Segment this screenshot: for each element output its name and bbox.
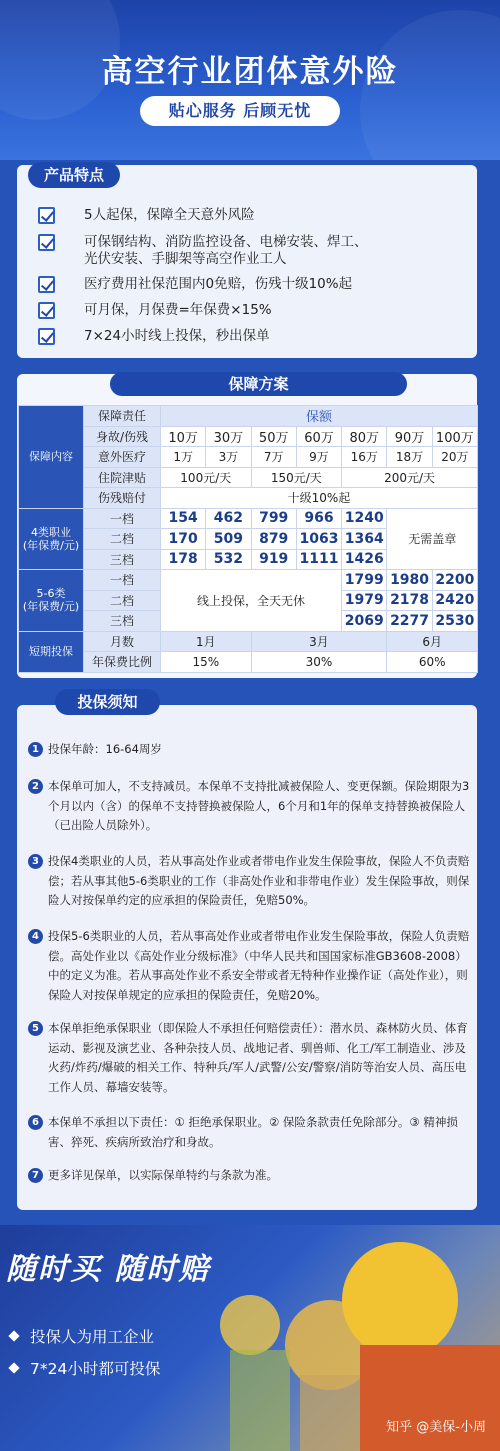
notice-item: 6 本保单不承担以下责任：① 拒绝承保职业。② 保险条款责任免除部分。③ 精神损害、猝死、疾病所致治疗和身故。 [28, 1113, 473, 1152]
slogan: 随时买 随时赔 [6, 1252, 211, 1287]
cell: 2277 [387, 611, 432, 632]
cell: 532 [206, 549, 251, 570]
row-label: 二档 [84, 529, 161, 550]
cell: 919 [251, 549, 296, 570]
cell: 30% [251, 652, 387, 673]
row-label: 伤残赔付 [84, 488, 161, 509]
checkbox-icon [38, 302, 55, 319]
row-label: 年保费比例 [84, 652, 161, 673]
cell: 60万 [296, 426, 341, 447]
cell: 2420 [432, 590, 477, 611]
cell: 1240 [342, 508, 387, 529]
group-label: 保障内容 [19, 406, 84, 509]
number-badge: 5 [28, 1021, 43, 1036]
cell: 100万 [432, 426, 477, 447]
cell: 1799 [342, 570, 387, 591]
cell: 60% [387, 652, 478, 673]
cell: 100元/天 [161, 467, 252, 488]
cell: 2178 [387, 590, 432, 611]
number-badge: 1 [28, 742, 43, 757]
cell: 154 [161, 508, 206, 529]
footer-bullet: 投保人为用工企业 [10, 1325, 154, 1347]
row-label: 身故/伤残 [84, 426, 161, 447]
page-title: 高空行业团体意外险 [101, 54, 399, 90]
row-label: 一档 [84, 508, 161, 529]
col-head: 保障责任 [84, 406, 161, 427]
cell: 90万 [387, 426, 432, 447]
features-heading: 产品特点 [28, 162, 120, 188]
cell: 15% [161, 652, 252, 673]
cell: 1980 [387, 570, 432, 591]
cell: 30万 [206, 426, 251, 447]
group-label: 短期投保 [19, 631, 84, 672]
number-badge: 4 [28, 929, 43, 944]
watermark: 知乎 @美保-小周 [386, 1420, 486, 1435]
cell: 1063 [296, 529, 341, 550]
plan-heading: 保障方案 [110, 372, 407, 396]
notice-item: 3 投保4类职业的人员，若从事高处作业或者带电作业发生保险事故，保险人不负责赔偿；若从事其他5-6类职业的工作（非高处作业和非带电作业）发生保险事故，则保险人对按保单约定的应承担的保险责任，免赔50%。 [28, 852, 473, 911]
cell: 178 [161, 549, 206, 570]
notice-item: 5 本保单拒绝承保职业（即保险人不承担任何赔偿责任）：潜水员、森林防火员、体育运动、影视及演艺业、各种杂技人员、战地记者、驯兽师、化工/军工制造业、涉及火药/炸药/爆破的相关工作、特种兵/军人/武警/公安/警察/消防等治安人员、高压电工作人员、幕墙安装等。 [28, 1019, 473, 1097]
cell: 9万 [296, 447, 341, 468]
cell: 十级10%起 [161, 488, 478, 509]
row-label: 意外医疗 [84, 447, 161, 468]
cell: 200元/天 [342, 467, 478, 488]
cell: 线上投保，全天无休 [161, 570, 342, 632]
cell: 50万 [251, 426, 296, 447]
cell: 879 [251, 529, 296, 550]
cell: 2530 [432, 611, 477, 632]
row-label: 二档 [84, 590, 161, 611]
cell: 170 [161, 529, 206, 550]
cell: 无需盖章 [387, 508, 478, 570]
row-label: 住院津贴 [84, 467, 161, 488]
checkbox-icon [38, 276, 55, 293]
row-label: 三档 [84, 611, 161, 632]
number-badge: 2 [28, 779, 43, 794]
cell: 462 [206, 508, 251, 529]
checkbox-icon [38, 234, 55, 251]
diamond-icon [8, 1362, 19, 1373]
amount-head: 保额 [161, 406, 478, 427]
group-label: 4类职业 (年保费/元) [19, 508, 84, 570]
number-badge: 6 [28, 1115, 43, 1130]
cell: 6月 [387, 631, 478, 652]
notice-heading: 投保须知 [55, 689, 160, 715]
cell: 1979 [342, 590, 387, 611]
cell: 509 [206, 529, 251, 550]
cell: 80万 [342, 426, 387, 447]
cell: 7万 [251, 447, 296, 468]
row-label: 月数 [84, 631, 161, 652]
cell: 2069 [342, 611, 387, 632]
checkbox-icon [38, 328, 55, 345]
plan-table [18, 405, 478, 673]
notice-item: 1 投保年龄：16-64周岁 [28, 740, 473, 760]
number-badge: 7 [28, 1168, 43, 1183]
cell: 1364 [342, 529, 387, 550]
footer-bullet: 7*24小时都可投保 [10, 1357, 160, 1379]
cell: 1万 [161, 447, 206, 468]
cell: 10万 [161, 426, 206, 447]
cell: 18万 [387, 447, 432, 468]
cell: 3万 [206, 447, 251, 468]
notice-item: 2 本保单可加人，不支持减员。本保单不支持批减被保险人、变更保额。保险期限为3个月以内（含）的保单不支持替换被保险人，6个月和1年的保单支持替换被保险人（已出险人员除外）。 [28, 777, 473, 836]
row-label: 一档 [84, 570, 161, 591]
cell: 3月 [251, 631, 387, 652]
cell: 966 [296, 508, 341, 529]
page-subtitle: 贴心服务 后顾无忧 [140, 96, 340, 126]
cell: 1426 [342, 549, 387, 570]
cell: 1月 [161, 631, 252, 652]
checkbox-icon [38, 207, 55, 224]
cell: 2200 [432, 570, 477, 591]
cell: 16万 [342, 447, 387, 468]
group-label: 5-6类 (年保费/元) [19, 570, 84, 632]
cell: 20万 [432, 447, 477, 468]
notice-item: 4 投保5-6类职业的人员，若从事高处作业或者带电作业发生保险事故，保险人负责赔偿。高处作业以《高处作业分级标准》（中华人民共和国国家标准GB3608-2008）中的定义为准。若从事高处作业不系安全带或者无特种作业操作证（高处作业），则保险人对按保单规定的应承担的保险责任，免赔20%。 [28, 927, 473, 1005]
notice-item: 7 更多详见保单，以实际保单特约与条款为准。 [28, 1166, 473, 1186]
row-label: 三档 [84, 549, 161, 570]
cell: 150元/天 [251, 467, 342, 488]
number-badge: 3 [28, 854, 43, 869]
diamond-icon [8, 1330, 19, 1341]
cell: 799 [251, 508, 296, 529]
cell: 1111 [296, 549, 341, 570]
